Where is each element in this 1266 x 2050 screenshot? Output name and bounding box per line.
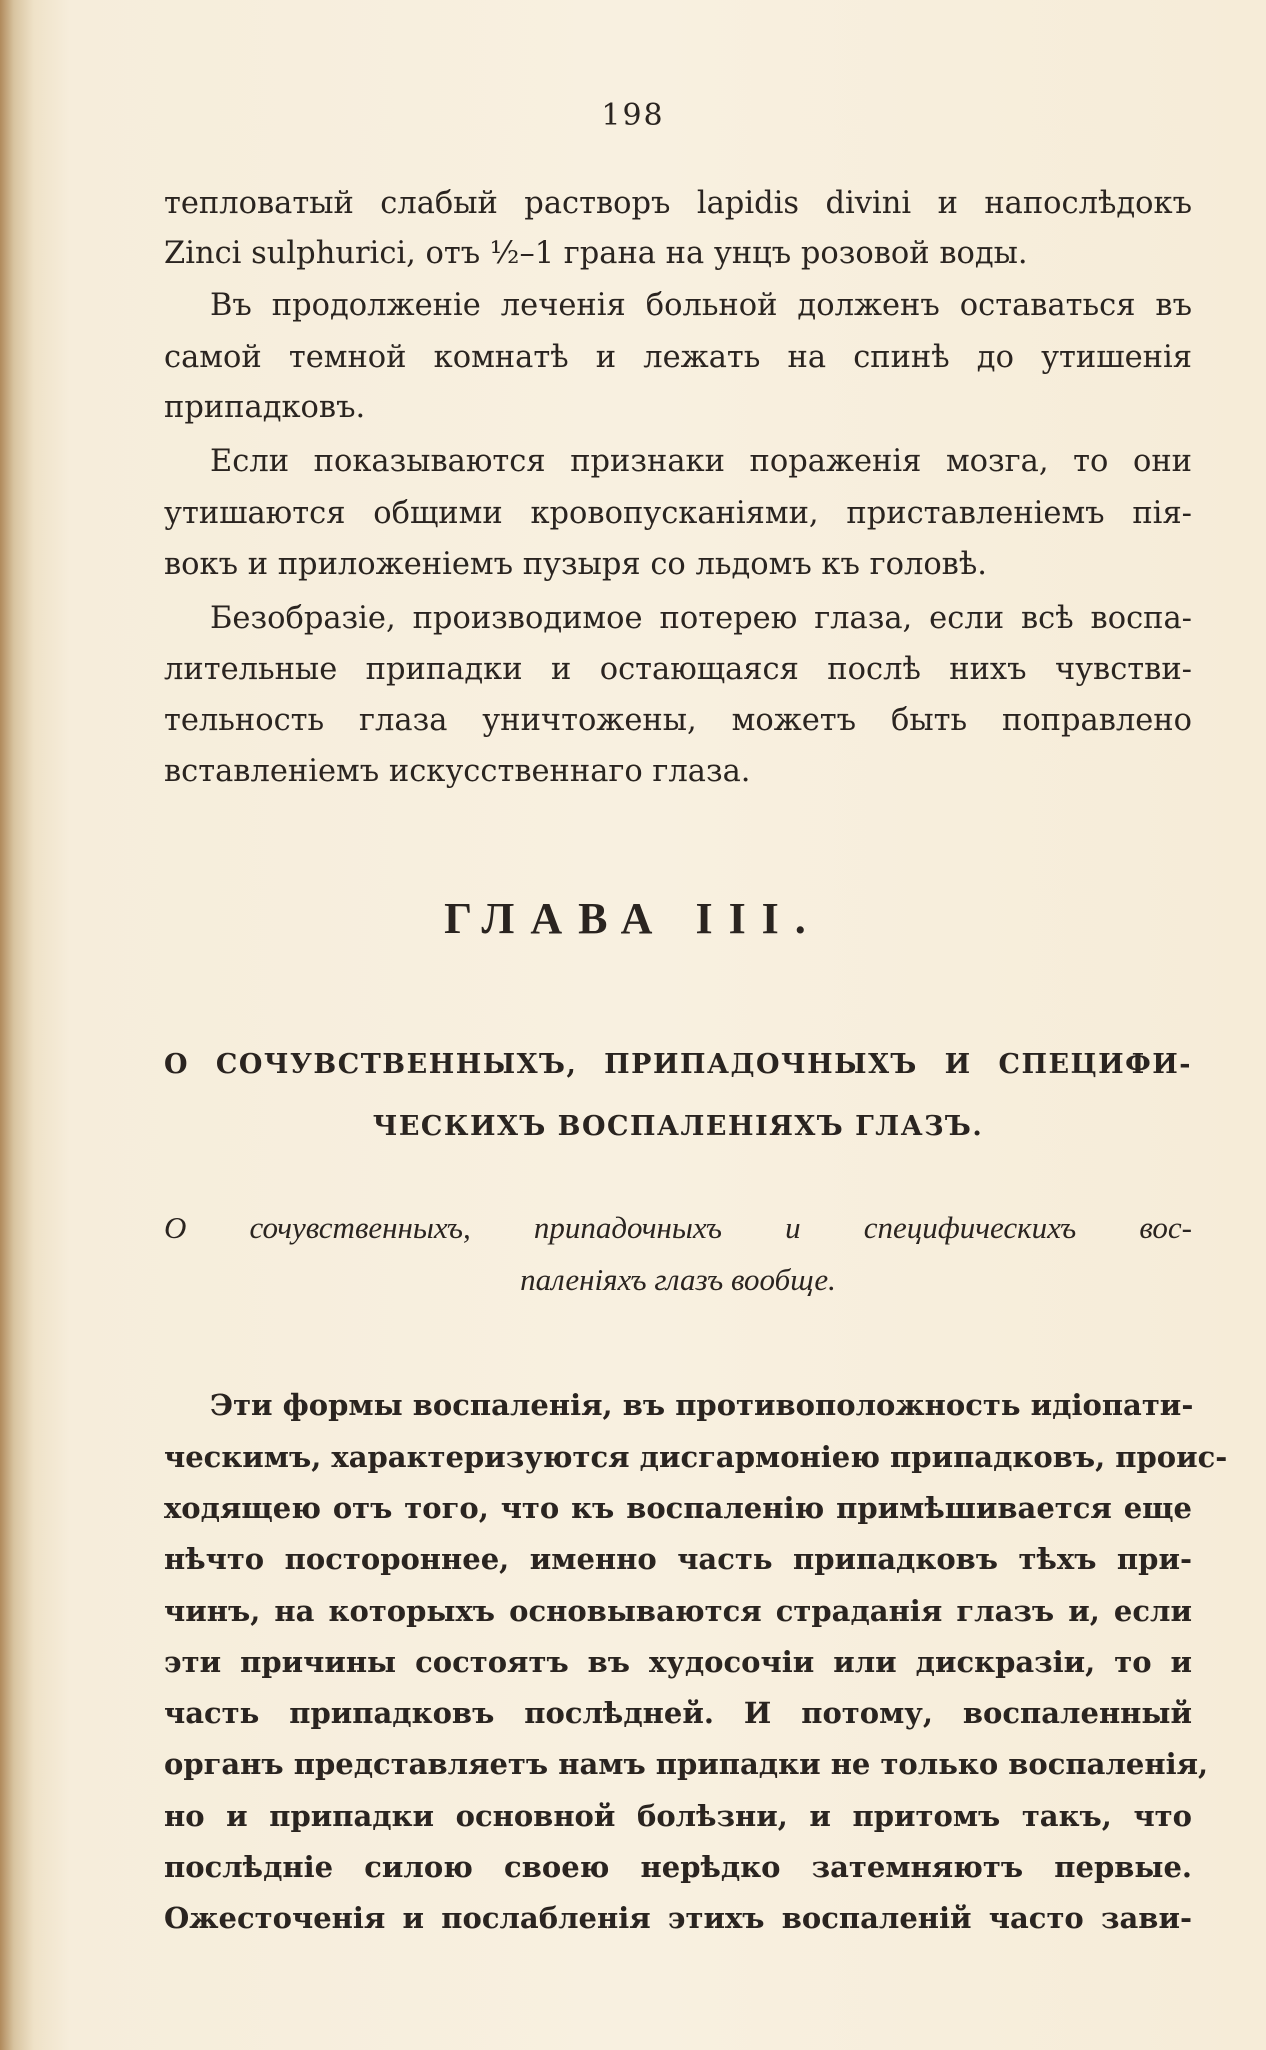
text-line: чинъ, на которыхъ основываются страданія глазъ и, если [164,1594,1192,1628]
text-line: часть припадковъ послѣдней. И потому, воспаленный [164,1696,1192,1730]
text-line: припадковъ. [164,390,366,425]
chapter-heading-line: О СОЧУВСТВЕННЫХЪ, ПРИПАДОЧНЫХЪ И СПЕЦИФИ- [164,1049,1192,1080]
text-line: Zinci sulphurici, отъ ½–1 грана на унцъ розовой воды. [164,236,1028,271]
text-line: но и припадки основной болѣзни, и притомъ такъ, что [164,1799,1192,1833]
text-line: самой темной комнатѣ и лежать на спинѣ до утишенія [164,340,1192,375]
text-line: Безобразіе, производимое потерею глаза, если всѣ воспа- [210,601,1192,636]
text-line: вокъ и приложеніемъ пузыря со льдомъ къ головѣ. [164,547,987,582]
text-line: лительные припадки и остающаяся послѣ нихъ чувстви- [164,652,1192,687]
text-line: тепловатый слабый растворъ lapidis divini и напослѣдокъ [164,186,1192,221]
text-line: Эти формы воспаленія, въ противоположность идіопати- [210,1388,1194,1422]
text-line: Ожесточенія и послабленія этихъ воспаленій часто зави- [164,1901,1192,1935]
text-line: эти причины состоятъ въ худосочіи или дискразіи, то и [164,1645,1192,1679]
text-line: тельность глаза уничтожены, можетъ быть поправлено [164,703,1192,738]
section-heading-line: паленіяхъ глазъ вообще. [520,1262,836,1297]
text-line: вставленіемъ искусственнаго глаза. [164,754,751,789]
text-line: нѣчто постороннее, именно часть припадковъ тѣхъ при- [164,1542,1192,1576]
text-line: органъ представляетъ намъ припадки не только воспаленія, [164,1747,1209,1781]
text-line: Въ продолженіе леченія больной долженъ оставаться въ [210,288,1192,323]
text-line: послѣдніе силою своею нерѣдко затемняютъ первые. [164,1850,1192,1884]
text-line: ходящею отъ того, что къ воспаленію примѣшивается еще [164,1491,1192,1525]
text-line: ческимъ, характеризуются дисгармоніею припадковъ, проис- [164,1440,1228,1474]
text-line: утишаются общими кровопусканіями, приставленіемъ пія- [164,496,1192,531]
text-line: Если показываются признаки пораженія мозга, то они [210,444,1192,479]
chapter-heading-line: ЧЕСКИХЪ ВОСПАЛЕНІЯХЪ ГЛАЗЪ. [372,1111,984,1142]
section-heading-line: О сочувственныхъ, припадочныхъ и специфическихъ вос- [164,1210,1192,1245]
page-number: 198 [601,98,665,133]
chapter-title: ГЛАВА III. [444,894,822,943]
